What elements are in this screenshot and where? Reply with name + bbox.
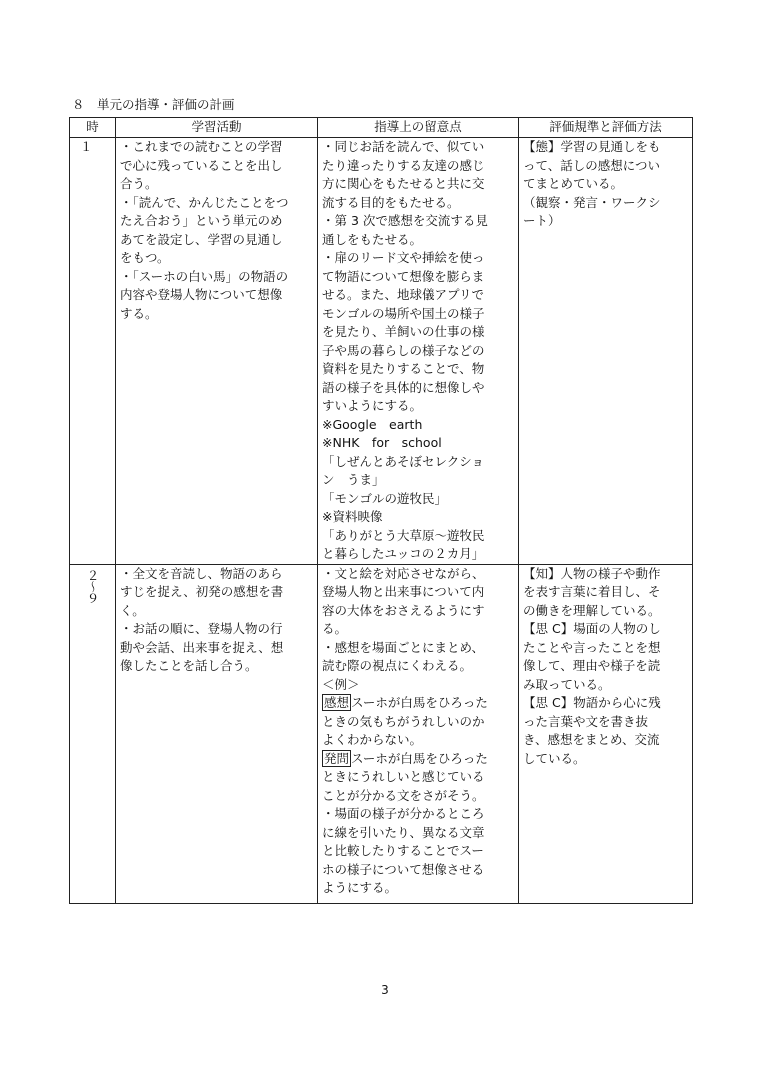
text-line: と暮らしたユッコの２カ月」 xyxy=(322,546,485,561)
example-line xyxy=(322,694,514,713)
text-line: ・文と絵を対応させながら、 xyxy=(322,565,485,581)
text-line: ・同じお話を読んで、似てい xyxy=(322,139,485,154)
text-line: き、感想をまとめ、交流 xyxy=(523,732,660,747)
text-line: ときの気もちがうれしいのか xyxy=(322,713,485,729)
text-line: たことや言ったことを想 xyxy=(523,639,661,655)
table-row xyxy=(70,564,693,903)
text-line: よくわからない。 xyxy=(322,732,423,747)
text-line: ・お話の順に、登場人物の行 xyxy=(120,621,283,636)
text-line: 合う。 xyxy=(120,176,158,191)
activities-cell xyxy=(116,138,318,565)
text-line: 内容や登場人物について想像 xyxy=(120,287,283,302)
hatsumon-text: スーホが白馬をひろった xyxy=(351,750,488,766)
text-line: 登場人物と出来事について内 xyxy=(322,584,485,599)
text-line: と比較したりすることでスー xyxy=(322,843,484,858)
text-line: 通しをもたせる。 xyxy=(322,231,423,247)
text-line: る。 xyxy=(322,621,348,636)
text-line: 像して、理由や様子を読 xyxy=(523,658,661,673)
evaluation-cell xyxy=(519,564,693,903)
text-line: ・「スーホの白い馬」の物語の xyxy=(120,268,289,284)
text-line: ・全文を音読し、物語のあら xyxy=(120,565,283,581)
text-line: く。 xyxy=(120,602,145,618)
text-line: ＜例＞ xyxy=(322,676,360,692)
text-line: を見たり、羊飼いの仕事の様 xyxy=(322,324,485,339)
text-line: ・場面の様子が分かるところ xyxy=(322,806,485,821)
text-line: ホの様子について想像させる xyxy=(322,861,485,877)
text-line: 【思 C】物語から心に残 xyxy=(523,695,661,710)
text-line: ことが分かる文をさがそう。 xyxy=(322,787,485,803)
text-line: をもつ。 xyxy=(120,250,170,265)
text-line: って、話しの感想につい xyxy=(523,157,661,173)
text-line: 「ありがとう大草原～遊牧民 xyxy=(322,527,485,543)
section-heading: ８ 単元の指導・評価の計画 xyxy=(72,97,235,112)
text-line: ン うま」 xyxy=(322,472,385,487)
text-line: 「しぜんとあそぼセレクショ xyxy=(322,453,485,469)
text-line: 流する目的をもたせる。 xyxy=(322,194,460,210)
text-line: ※Google earth xyxy=(322,416,423,432)
activities-cell xyxy=(116,564,318,903)
text-line: 方に関心をもたせると共に交 xyxy=(322,176,485,191)
text-line: あてを設定し、学習の見通し xyxy=(120,231,283,247)
text-line: 【態】学習の見通しをも xyxy=(523,139,661,154)
text-line: ・第 3 次で感想を交流する見 xyxy=(322,213,488,228)
text-line: ・扉のリード文や挿絵を使っ xyxy=(322,250,485,265)
time-cell xyxy=(70,138,116,565)
unit-plan-table xyxy=(69,117,693,904)
kansou-label: 感想 xyxy=(324,695,350,710)
text-line: たり違ったりする友達の感じ xyxy=(322,157,485,173)
text-line: 子や馬の暮らしの様子などの xyxy=(322,342,485,358)
text-line: すじを捉え、初発の感想を書 xyxy=(120,584,284,599)
text-line: ート） xyxy=(523,213,561,228)
time-value: ２〜９ xyxy=(85,568,100,603)
text-line: ※NHK for school xyxy=(322,435,442,450)
text-line: モンゴルの場所や国土の様子 xyxy=(322,305,485,321)
text-line: 動や会話、出来事を捉え、想 xyxy=(120,639,284,655)
text-line: たえ合おう」という単元のめ xyxy=(120,213,283,228)
text-line: を表す言葉に着目し、そ xyxy=(523,584,661,599)
text-line: ・「読んで、かんじたことをつ xyxy=(120,194,289,210)
text-line: （観察・発言・ワークシ xyxy=(523,194,661,210)
text-line: で心に残っていることを出し xyxy=(120,157,283,173)
text-line: った言葉や文を書き抜 xyxy=(523,713,649,729)
text-line: 語の様子を具体的に想像しや xyxy=(322,379,485,395)
guidance-cell xyxy=(318,138,519,565)
example-line xyxy=(322,750,514,769)
text-line: ようにする。 xyxy=(322,880,398,895)
text-line: ※資料映像 xyxy=(322,509,383,524)
text-line: 【思 C】場面の人物のし xyxy=(523,621,661,636)
text-line: ・感想を場面ごとにまとめ、 xyxy=(322,639,485,655)
text-line: に線を引いたり、異なる文章 xyxy=(322,824,485,840)
hatsumon-label: 発問 xyxy=(324,750,350,766)
table-header-row xyxy=(70,118,693,138)
text-line: ・これまでの読むことの学習 xyxy=(120,139,283,154)
text-line: の働きを理解している。 xyxy=(523,602,661,618)
text-line: てまとめている。 xyxy=(523,176,624,191)
header-time: 時 xyxy=(70,118,116,138)
text-line: せる。また、地球儀アプリで xyxy=(322,287,485,302)
time-value: １ xyxy=(80,139,93,154)
text-line: している。 xyxy=(523,750,586,766)
text-line: 資料を見たりすることで、物 xyxy=(322,361,485,376)
page-number: 3 xyxy=(381,983,389,997)
table-row xyxy=(70,138,693,565)
text-line: ときにうれしいと感じている xyxy=(322,769,485,784)
text-line: 読む際の視点にくわえる。 xyxy=(322,658,473,673)
header-activities: 学習活動 xyxy=(116,118,318,138)
time-cell xyxy=(70,564,116,903)
text-line: 容の大体をおさえるようにす xyxy=(322,602,485,618)
kansou-text: スーホが白馬をひろった xyxy=(351,695,488,710)
text-line: て物語について想像を膨らま xyxy=(322,268,485,284)
text-line: 【知】人物の様子や動作 xyxy=(523,565,661,581)
text-line: 「モンゴルの遊牧民」 xyxy=(322,490,448,506)
text-line: 像したことを話し合う。 xyxy=(120,658,258,673)
evaluation-cell xyxy=(519,138,693,565)
text-line: する。 xyxy=(120,305,158,321)
header-evaluation: 評価規準と評価方法 xyxy=(519,118,693,138)
text-line: すいようにする。 xyxy=(322,398,423,413)
guidance-cell xyxy=(318,564,519,903)
text-line: み取っている。 xyxy=(523,676,611,692)
header-guidance: 指導上の留意点 xyxy=(318,118,519,138)
